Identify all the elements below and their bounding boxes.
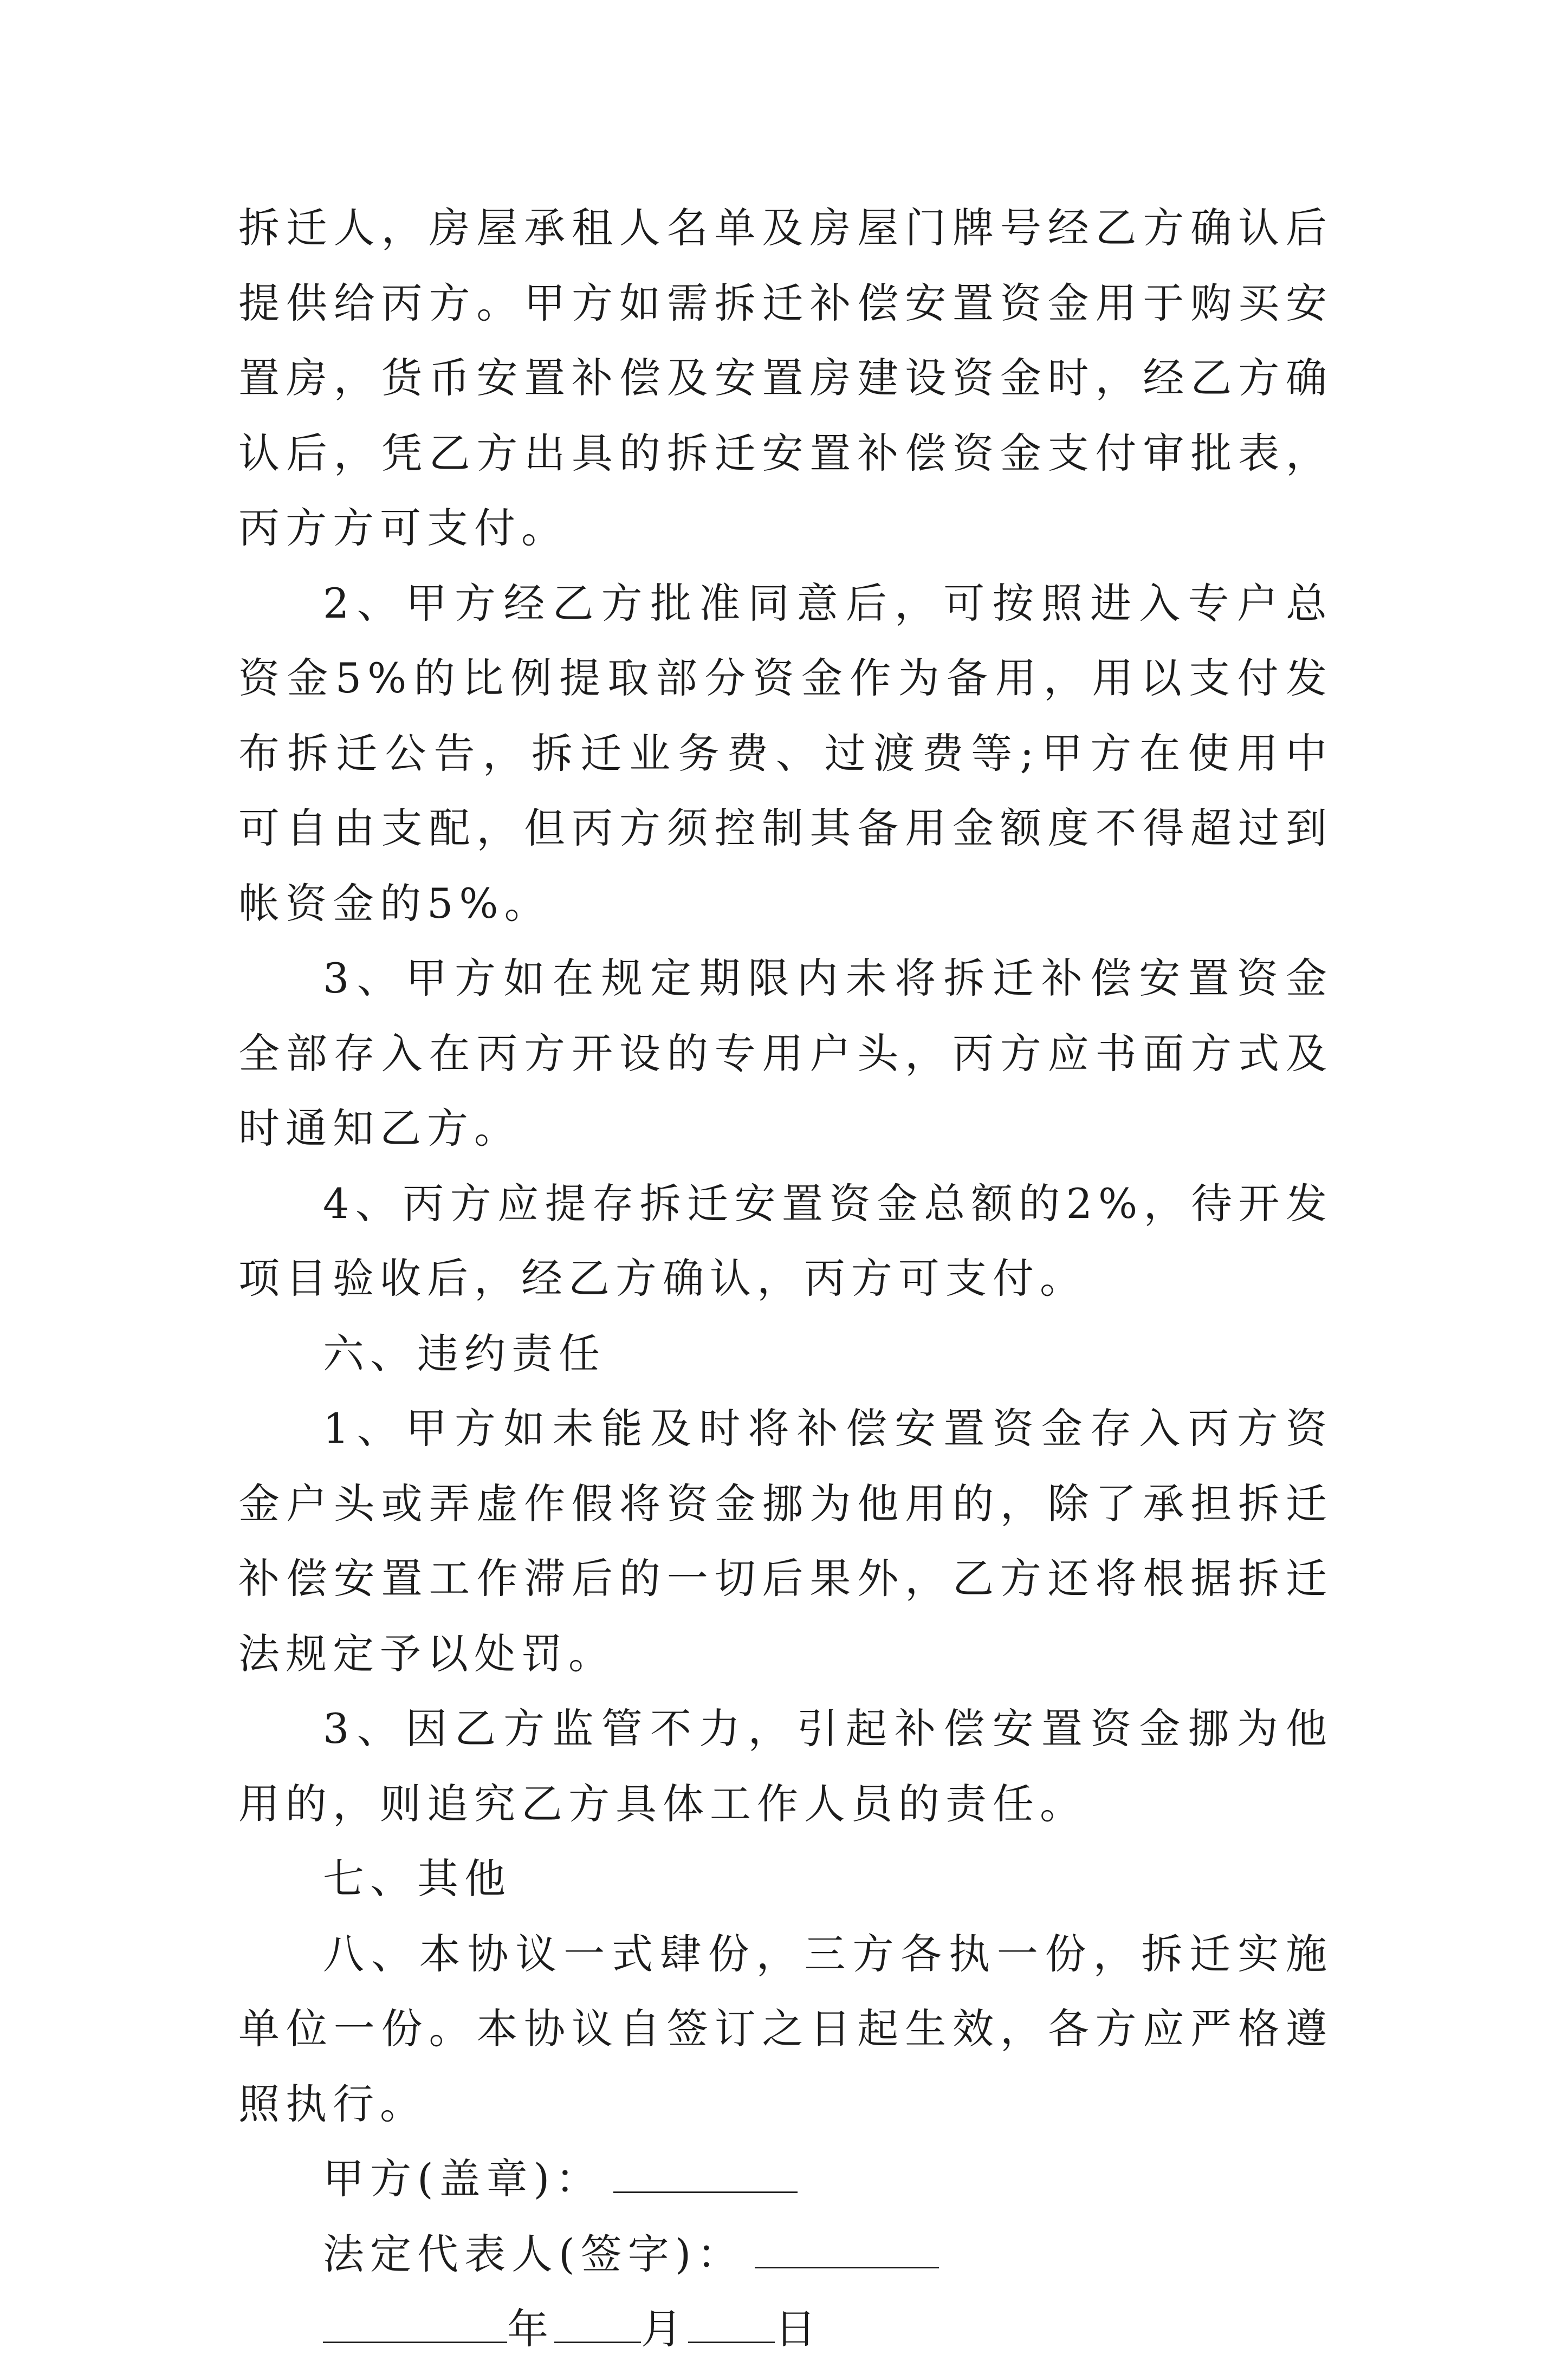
party-a-seal-blank[interactable]: [613, 2157, 798, 2193]
legal-rep-signature-line: [238, 2217, 1333, 2292]
section-heading-breach-liability: 六、违约责任: [323, 1329, 606, 1378]
section-heading-other: 七、其他: [323, 1854, 511, 1903]
paragraph-clause-2: 2、甲方经乙方批准同意后，可按照进入专户总资金5%的比例提取部分资金作为备用，用以支付发布拆迁公告，拆迁业务费、过渡费等;甲方在使用中可自由支配，但丙方须控制其备用金额度不得超过到帐资金的5%。: [238, 579, 1333, 928]
paragraph-continuation: 拆迁人，房屋承租人名单及房屋门牌号经乙方确认后提供给丙方。甲方如需拆迁补偿安置资金用于购买安置房，货币安置补偿及安置房建设资金时，经乙方确认后，凭乙方出具的拆迁安置补偿资金支付审批表，丙方方可支付。: [238, 204, 1333, 552]
date-line: [238, 2292, 1333, 2367]
party-a-seal-label: 甲方(盖章)：: [323, 2155, 603, 2203]
date-month-blank[interactable]: [554, 2307, 641, 2343]
document-body: [238, 191, 1333, 2367]
paragraph-breach-3: 3、因乙方监管不力，引起补偿安置资金挪为他用的，则追究乙方具体工作人员的责任。: [238, 1704, 1333, 1828]
date-day-blank[interactable]: [688, 2307, 775, 2343]
paragraph-clause-3: 3、甲方如在规定期限内未将拆迁补偿安置资金全部存入在丙方开设的专用户头，丙方应书面方式及时通知乙方。: [238, 954, 1333, 1152]
paragraph-clause-4: 4、丙方应提存拆迁安置资金总额的2%，待开发项目验收后，经乙方确认，丙方可支付。: [238, 1179, 1333, 1302]
date-day-label: 日: [775, 2305, 822, 2353]
party-a-seal-line: [238, 2142, 1333, 2217]
date-year-label: 年: [507, 2305, 554, 2353]
date-month-label: 月: [641, 2305, 688, 2353]
legal-rep-signature-label: 法定代表人(签字)：: [323, 2229, 744, 2278]
legal-rep-signature-blank[interactable]: [755, 2232, 939, 2268]
date-year-blank[interactable]: [323, 2307, 507, 2343]
paragraph-breach-1: 1、甲方如未能及时将补偿安置资金存入丙方资金户头或弄虚作假将资金挪为他用的，除了承担拆迁补偿安置工作滞后的一切后果外，乙方还将根据拆迁法规定予以处罚。: [238, 1404, 1333, 1678]
paragraph-copies-effective: 八、本协议一式肆份，三方各执一份，拆迁实施单位一份。本协议自签订之日起生效，各方应严格遵照执行。: [238, 1929, 1333, 2128]
